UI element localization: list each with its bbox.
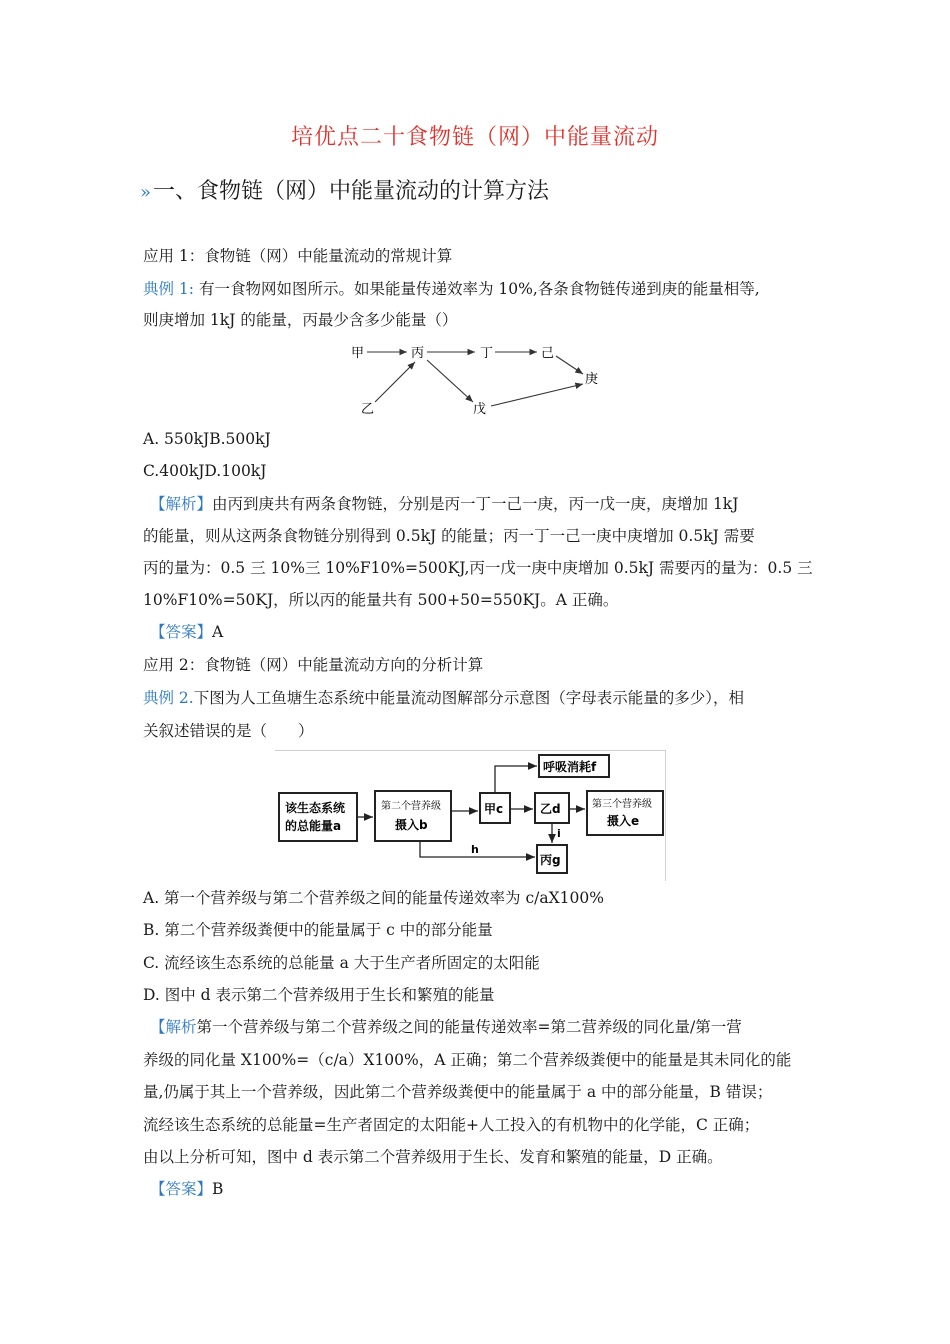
- example-1-analysis-line-4: 10%F10%=50KJ，所以丙的能量共有 500+50=550KJ。A 正确。: [143, 591, 619, 609]
- arrow-ji-geng: [556, 356, 583, 374]
- example-1-analysis-line-1: [150, 494, 738, 514]
- node-bing: 丙: [411, 346, 425, 361]
- box-jia-c-label: 甲c: [484, 802, 504, 816]
- example-1-answer-label: 【答案】: [150, 623, 213, 641]
- box-total-energy-line-2: 的总能量a: [285, 819, 342, 833]
- node-yi: 乙: [361, 402, 375, 417]
- section-heading: [140, 174, 549, 205]
- example-2-answer-value: B: [212, 1180, 224, 1198]
- box-third-level-line-1: 第三个营养级: [592, 799, 652, 810]
- node-ding: 丁: [480, 346, 494, 361]
- box-total-energy-line-1: 该生态系统: [285, 801, 346, 815]
- arrow-wu-geng: [491, 384, 583, 406]
- node-jia: 甲: [351, 346, 365, 361]
- example-2-analysis-line-5: 由以上分析可知，图中 d 表示第二个营养级用于生长、发育和繁殖的能量，D 正确。: [143, 1148, 723, 1166]
- example-1-analysis-line-3: 丙的量为：0.5 三 10%三 10%F10%=500KJ,丙一戊一庚中庚增加 0.5kJ 需要丙的量为：0.5 三: [143, 559, 813, 577]
- example-2-option-d: D. 图中 d 表示第二个营养级用于生长和繁殖的能量: [143, 986, 495, 1004]
- node-wu: 戊: [473, 402, 487, 417]
- application-1-label: 应用 1：食物链（网）中能量流动的常规计算: [143, 247, 453, 265]
- example-2-option-a: A. 第一个营养级与第二个营养级之间的能量传递效率为 c/aX100%: [143, 889, 604, 907]
- box-third-level-intake: [587, 791, 663, 835]
- example-2-answer-label: 【答案】: [150, 1180, 213, 1198]
- example-2-answer: [150, 1179, 223, 1199]
- example-1-question-line-1: [143, 279, 760, 299]
- example-2-label: 典例 2.: [143, 689, 194, 707]
- food-web-diagram: [345, 338, 610, 428]
- example-2-analysis-label: 【解析: [150, 1018, 197, 1036]
- example-1-option-a-b: A. 550kJB.500kJ: [143, 430, 271, 448]
- example-1-option-c-d: C.400kJD.100kJ: [143, 462, 267, 480]
- example-1-answer: [150, 622, 223, 642]
- example-1-analysis-line-2: 的能量，则从这两条食物链分别得到 0.5kJ 的能量；丙一丁一己一庚中庚增加 0.5kJ 需要: [143, 527, 755, 545]
- box-bing-g-label: 丙g: [540, 853, 561, 867]
- arrow-yi-bing: [375, 362, 415, 402]
- example-1-label: 典例 1:: [143, 280, 195, 298]
- example-2-analysis-line-1: [150, 1017, 742, 1037]
- section-marker: »: [140, 182, 152, 203]
- energy-flow-diagram: [275, 750, 666, 881]
- arrow-c-f: [495, 766, 537, 793]
- example-2-question-line-1: [143, 688, 744, 708]
- box-yi-d-label: 乙d: [540, 802, 561, 816]
- example-2-option-b: B. 第二个营养级粪便中的能量属于 c 中的部分能量: [143, 921, 493, 939]
- box-third-level-line-2: 摄入e: [607, 814, 640, 828]
- energy-flow-svg: [275, 751, 665, 881]
- example-2-analysis-line-2: 养级的同化量 X100%=（c/a）X100%，A 正确；第二个营养级粪便中的能量是其未同化的能: [143, 1051, 792, 1069]
- application-2-label: 应用 2：食物链（网）中能量流动方向的分析计算: [143, 656, 484, 674]
- example-2-question-text-1: 下图为人工鱼塘生态系统中能量流动图解部分示意图（字母表示能量的多少），相: [193, 689, 744, 707]
- page-title: 培优点二十食物链（网）中能量流动: [290, 125, 659, 150]
- example-1-analysis-text-1: 由丙到庚共有两条食物链，分别是丙一丁一己一庚，丙一戊一庚，庚增加 1kJ: [212, 495, 739, 513]
- example-1-answer-value: A: [212, 623, 224, 641]
- example-2-analysis-text-1: 第一个营养级与第二个营养级之间的能量传递效率=第二营养级的同化量/第一营: [196, 1018, 742, 1036]
- example-1-question-text-1: 有一食物网如图所示。如果能量传递效率为 10%,各条食物链传递到庚的能量相等,: [198, 280, 760, 298]
- label-h: h: [471, 843, 479, 856]
- example-1-analysis-label: 【解析】: [150, 495, 213, 513]
- box-second-level-line-1: 第二个营养级: [381, 801, 441, 812]
- box-second-level-intake: [375, 791, 451, 841]
- label-i: i: [557, 827, 561, 840]
- node-geng: 庚: [585, 372, 599, 387]
- box-respiration-f-label: 呼吸消耗f: [543, 760, 597, 774]
- node-ji: 己: [541, 346, 555, 361]
- example-2-analysis-line-4: 流经该生态系统的总能量=生产者固定的太阳能+人工投入的有机物中的化学能，C 正确；: [143, 1116, 760, 1134]
- example-2-question-line-2: 关叙述错误的是（ ）: [143, 722, 314, 740]
- example-2-option-c: C. 流经该生态系统的总能量 a 大于生产者所固定的太阳能: [143, 954, 540, 972]
- example-1-question-line-2: 则庚增加 1kJ 的能量，丙最少含多少能量（）: [143, 311, 458, 329]
- example-2-analysis-line-3: 量,仍属于其上一个营养级，因此第二个营养级粪便中的能量属于 a 中的部分能量，B 错误；: [143, 1083, 773, 1101]
- section-heading-text: 一、食物链（网）中能量流动的计算方法: [153, 179, 550, 204]
- arrow-bing-wu: [427, 360, 473, 402]
- box-second-level-line-2: 摄入b: [395, 818, 428, 832]
